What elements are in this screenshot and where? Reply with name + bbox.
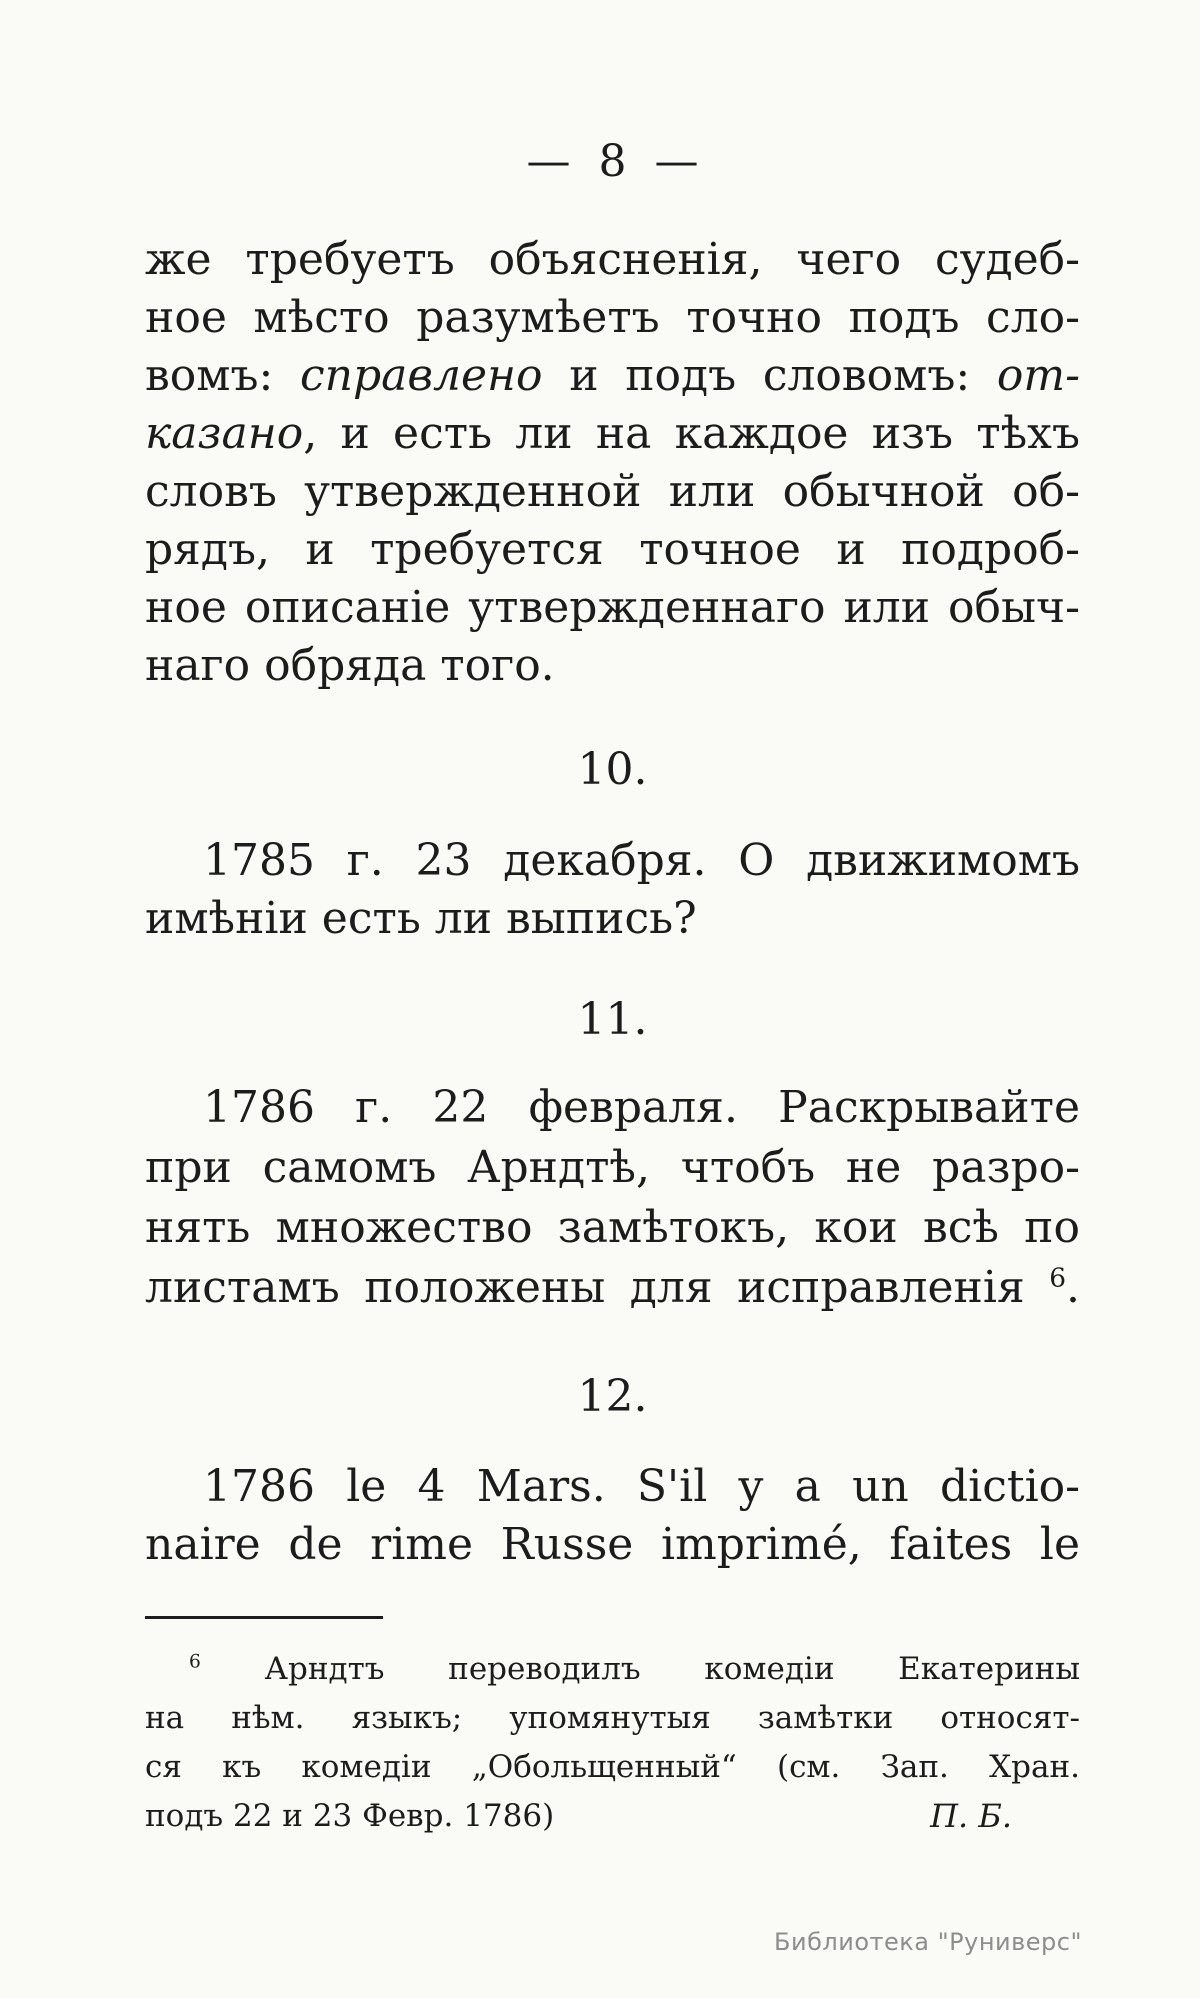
text-line xyxy=(145,637,1080,695)
text-segment: подъ 22 и 23 Февр. 1786) xyxy=(145,1798,555,1834)
text-line xyxy=(145,579,1080,637)
text-segment: листамъ положены для исправленія xyxy=(145,1262,1050,1313)
text-line xyxy=(145,1258,1080,1318)
text-segment: 1786 le 4 Mars. S'il y a un dictio- xyxy=(203,1461,1080,1512)
text-line xyxy=(145,231,1080,289)
text-line xyxy=(145,521,1080,579)
text-line xyxy=(145,1516,1080,1574)
text-line xyxy=(145,405,1080,463)
library-watermark: Библиотека "Руниверс" xyxy=(774,1928,1082,1956)
text-line xyxy=(145,1743,1080,1792)
text-segment: имѣніи есть ли выпись? xyxy=(145,893,697,944)
text-line xyxy=(145,347,1080,405)
text-segment: ное мѣсто разумѣетъ точно подъ сло- xyxy=(145,292,1080,343)
text-segment: наго обряда того. xyxy=(145,640,555,691)
text-segment: , и есть ли на каждое изъ тѣхъ xyxy=(303,408,1080,459)
text-line xyxy=(145,1458,1080,1516)
footnote-author-signature: П. Б. xyxy=(930,1797,1012,1835)
section-heading-10: 10. xyxy=(577,744,648,795)
text-segment: и подъ словомъ: xyxy=(542,350,997,401)
text-segment: нять множество замѣтокъ, кои всѣ по xyxy=(145,1202,1080,1253)
text-line xyxy=(145,463,1080,521)
text-line xyxy=(145,1645,1080,1694)
text-line xyxy=(145,832,1080,890)
text-segment: же требуетъ объясненія, чего судеб- xyxy=(145,234,1080,285)
text-segment: словъ утвержденной или обычной об- xyxy=(145,466,1080,517)
text-segment: Арндтъ переводилъ комедіи Екатерины xyxy=(200,1651,1080,1687)
text-segment: от- xyxy=(996,350,1080,401)
text-segment: при самомъ Арндтѣ, чтобъ не разро- xyxy=(145,1142,1080,1193)
text-line xyxy=(145,1078,1080,1138)
text-line xyxy=(145,890,1080,948)
continuation-paragraph xyxy=(145,231,1080,695)
text-segment: вомъ: xyxy=(145,350,300,401)
section-heading-12: 12. xyxy=(577,1371,648,1422)
text-segment: 1785 г. 23 декабря. О движимомъ xyxy=(203,835,1080,886)
section-10-paragraph xyxy=(145,832,1080,948)
text-segment: рядъ, и требуется точное и подроб- xyxy=(145,524,1080,575)
page-number: — 8 — xyxy=(526,136,699,187)
section-11-paragraph xyxy=(145,1078,1080,1318)
text-line xyxy=(145,1694,1080,1743)
section-12-paragraph xyxy=(145,1458,1080,1574)
text-line xyxy=(145,1198,1080,1258)
text-segment: на нѣм. языкъ; упомянутыя замѣтки относят- xyxy=(145,1700,1080,1736)
footnote-marker: 6 xyxy=(1049,1262,1066,1294)
text-segment: . xyxy=(1066,1262,1080,1313)
footnote-separator-rule xyxy=(145,1616,383,1619)
text-segment: справлено xyxy=(300,350,543,401)
text-line xyxy=(145,289,1080,347)
text-segment: казано xyxy=(145,408,304,459)
text-segment: 1786 г. 22 февраля. Раскрывайте xyxy=(203,1082,1080,1133)
text-segment: naire de rime Russe imprimé, faites le xyxy=(145,1519,1080,1570)
text-line xyxy=(145,1138,1080,1198)
text-segment: ся къ комедіи „Обольщенный“ (см. Зап. Хран. xyxy=(145,1749,1080,1785)
footnote-marker: 6 xyxy=(189,1651,201,1673)
text-segment: ное описаніе утвержденнаго или обыч- xyxy=(145,582,1080,633)
section-heading-11: 11. xyxy=(577,994,648,1045)
